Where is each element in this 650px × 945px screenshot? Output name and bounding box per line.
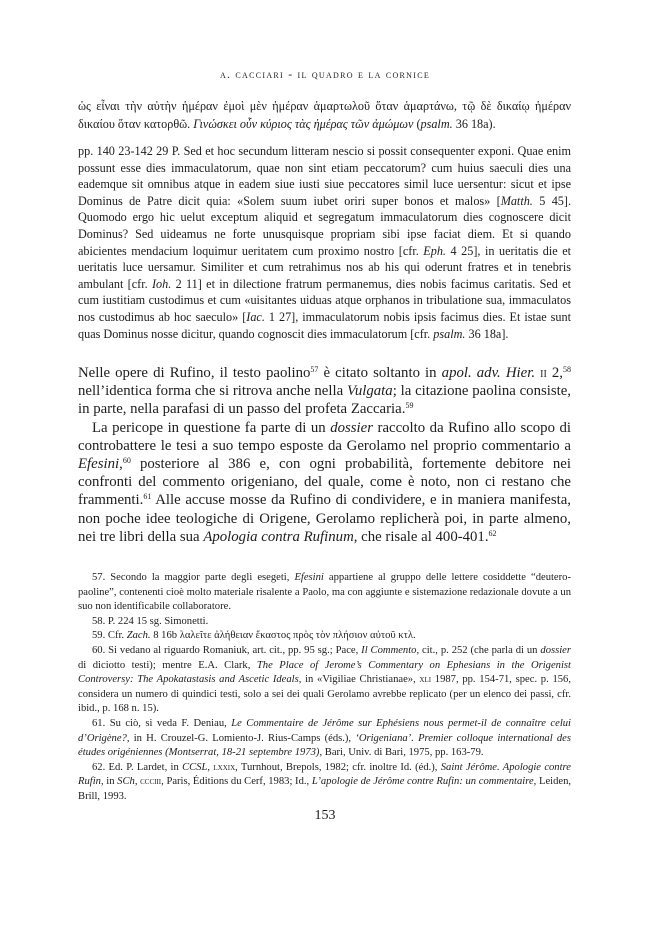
footnote-ref-57: 57: [310, 365, 319, 374]
note-text: , Paris, Éditions du Cerf, 1983; Id.,: [161, 776, 312, 788]
footnote-57: [78, 571, 571, 615]
note-text: , Leiden, Brill, 1993.: [78, 776, 572, 802]
latin-text: 2 11] et in dilectione fratrum permanemus, dies nobis facimus caritatis. Sed et cum iustitiam custodimus et cum «uisitantes uiduas atque orphanos in tribulatione sua, immaculatos nos custodimus ab hoc saeculo» [: [78, 276, 571, 324]
body-italic: Efesini: [78, 456, 120, 473]
body-text: 2,: [546, 365, 564, 381]
greek-text: ὡς εἶναι τὴν αὐτὴν ἡμέραν ἐμοὶ μὲν ἡμέραν ἁμαρτωλοῦ ὅταν ἁμαρτάνω, τῷ δὲ δικαίῳ ἡμέραν δικαίου ὅταν κατορθῶ.: [78, 99, 571, 131]
body-text: Nelle opere di Rufino, il testo paolino: [78, 365, 311, 381]
roman-numeral: ii: [540, 365, 547, 381]
body-text: ; la citazione paolina consiste, in parte, nella parafasi di un passo del profeta Zaccaria.: [78, 383, 571, 418]
note-text: appartiene al gruppo delle lettere cosiddette “deutero-paoline”, contenenti cioè molto materiale risalente a Paolo, ma con aggiunte e sistemazione redazionale dovute a un suo non identificabile collaboratore.: [78, 572, 571, 613]
greek-quotation: [78, 98, 571, 133]
note-text: , Turnhout, Brepols, 1982; cfr. inoltre Id. (éd.),: [235, 761, 441, 773]
footnote-ref-62: 62: [488, 528, 497, 538]
footnote-62: [78, 761, 571, 805]
note-text: 59. Cfr.: [92, 630, 127, 642]
note-text: 58. P. 224 15 sg. Simonetti.: [92, 615, 209, 627]
latin-text: 4 25], in ueritatis die et ueritatis luce uersamur. Similiter et cum retrahimus nos ab his qui oderunt fratres et in tenebris ambulant [cfr.: [78, 243, 571, 291]
roman-numeral: ccciii: [140, 776, 162, 788]
body-text: posteriore al 386 e, con ogni probabilità, fortemente debitore nei confronti del commento origeniano, del quale, come è noto, non ci restano che frammenti.: [78, 456, 571, 509]
body-text: è citato soltanto in: [318, 365, 442, 381]
header-author: a. cacciari: [219, 69, 285, 81]
note-text: ,: [134, 776, 141, 788]
body-text: Alle accuse mosse da Rufino di condividere, e in maniera manifesta, non poche idee teologiche di Origene, Gerolamo replicherà poi, in parte almeno, nei tre libri della sua: [78, 492, 571, 545]
latin-ref-psalm: psalm.: [433, 326, 466, 341]
main-text: [78, 364, 571, 546]
note-italic: Le Commentaire de Jérôme sur Ephésiens nous permet-il de connaître celui d’Origène?: [78, 717, 571, 744]
header-title: il quadro e la cornice: [297, 69, 431, 81]
note-text: 57. Secondo la maggior parte degli esegeti,: [92, 572, 295, 583]
note-text: , in: [100, 776, 118, 788]
roman-numeral: xli: [419, 674, 432, 686]
body-text: La pericope in questione fa parte di un: [92, 419, 331, 436]
latin-ref-ioh: Ioh.: [151, 276, 172, 291]
note-text: , Bari, Univ. di Bari, 1975, pp. 163-79.: [319, 747, 484, 759]
running-header: [0, 69, 650, 81]
greek-italic-citation: Γινώσκει οὖν κύριος τὰς ἡμέρας τῶν ἀμώμων: [193, 116, 414, 131]
note-italic: Saint Jérôme. Apologie contre Rufin: [78, 761, 571, 788]
note-text: 1987, pp. 154-71, spec. p. 156, considera un numero di quindici testi, solo a sei dei quali Gerolamo avrebbe replicato (per un elenco dei passi, cfr. ibid., p. 168 n. 15).: [78, 674, 571, 715]
body-italic: apol. adv. Hier.: [441, 365, 536, 381]
note-italic: Efesini: [294, 572, 324, 583]
footnotes: [78, 571, 571, 805]
footnote-61: [78, 717, 571, 761]
footnote-58: [78, 615, 571, 630]
note-italic: CCSL: [182, 761, 208, 773]
paragraph-1: [78, 364, 571, 419]
paragraph-2: [78, 419, 571, 546]
note-italic: SCh: [117, 776, 135, 788]
latin-text: 36 18a].: [465, 326, 509, 341]
latin-text: 1 27], immaculatorum nobis ipsis facimus dies. Et istae sunt quas Dominus nosse dicitur, quando cognoscit dies immaculatorum [cfr.: [78, 309, 571, 341]
latin-ref-matth: Matth.: [500, 193, 533, 208]
note-text: , in H. Crouzel-G. Lomiento-J. Rius-Camps (éds.),: [126, 732, 356, 744]
latin-quotation: [78, 143, 571, 342]
note-text: , cit., p. 252 (che parla di un: [416, 644, 541, 656]
body-italic: Vulgata: [346, 383, 393, 400]
note-text: di diciotto testi); mentre E.A. Clark,: [78, 659, 257, 671]
body-text: ,: [119, 456, 123, 473]
note-text: 8 16b λαλεῖτε ἀλήθειαν ἕκαστος πρὸς τὸν πλήσιον αὐτοῦ κτλ.: [150, 630, 416, 642]
latin-ref-iac: Iac.: [246, 309, 265, 324]
roman-numeral: lxxix: [213, 761, 236, 773]
note-text: ,: [207, 761, 214, 773]
page-number: 153: [314, 808, 336, 823]
footnote-ref-60: 60: [122, 456, 131, 466]
body-text: nell’identica forma che si ritrova anche nella: [78, 383, 347, 400]
note-italic: L’apologie de Jérôme contre Rufin: un commentaire: [311, 776, 534, 788]
footnote-ref-58: 58: [563, 365, 572, 374]
note-italic: ‘Origeniana’. Premier colloque international des études origéniennes (Montserrat, 18-21 septembre 1973): [78, 732, 572, 759]
body-text: raccolto da Rufino allo scopo di controbattere le tesi a suo tempo esposte da Gerolamo nel proprio commentario a: [78, 419, 572, 454]
note-italic: dossier: [540, 644, 571, 656]
note-italic: Il Commento: [361, 644, 417, 656]
note-text: 60. Si vedano al riguardo Romaniuk, art. cit., pp. 95 sg.; Pace,: [92, 644, 362, 656]
note-text: 62. Ed. P. Lardet, in: [92, 761, 183, 773]
latin-text: pp. 140 23-142 29 P. Sed et hoc secundum litteram nescio si possit consequenter exponi. Quae enim possunt esse dies immaculatorum, quae non sint etiam peccatorum? cum huius saeculi dies una eademque sit omnibus atque in eadem siue iusti siue peccatores simil luce uersentur: sicut et ipse Dominus de Patre dicit quia: «Solem suum iubet oriri super bonos et malos» [: [78, 144, 571, 208]
greek-ref-open: (: [413, 116, 421, 131]
note-italic: The Place of Jerome’s Commentary on Ephesians in the Origenist Controversy: The Apokatastasis and Ascetic Ideals: [78, 659, 571, 686]
note-text: , in «Vigiliae Christianae»,: [298, 674, 420, 686]
greek-ref-book: psalm.: [420, 116, 453, 131]
footnote-ref-61: 61: [143, 492, 152, 502]
header-separator: -: [284, 69, 298, 81]
body-italic: Apologia contra Rufinum: [203, 528, 354, 545]
body-text: , che risale al 400-401.: [353, 528, 489, 545]
latin-ref-eph: Eph.: [423, 243, 446, 258]
footnote-59: [78, 629, 571, 644]
footnote-60: [78, 644, 571, 717]
body-italic: dossier: [330, 419, 373, 436]
greek-ref-close: 36 18a).: [452, 116, 496, 131]
latin-text: 5 45]. Quomodo ergo hic uelut exceptum aliquid et segregatum immaculatorum dies cognoscere dicit Dominus? Sed uideamus ne forte unusquisque propriam sibi ipse faciat diem. Et si quando abicientes mendacium loquimur ueritatem cum proximo nostro [cfr.: [78, 193, 571, 258]
note-text: 61. Su ciò, si veda F. Deniau,: [92, 717, 232, 729]
note-italic: Zach.: [126, 630, 151, 642]
footnote-ref-59: 59: [405, 401, 414, 411]
